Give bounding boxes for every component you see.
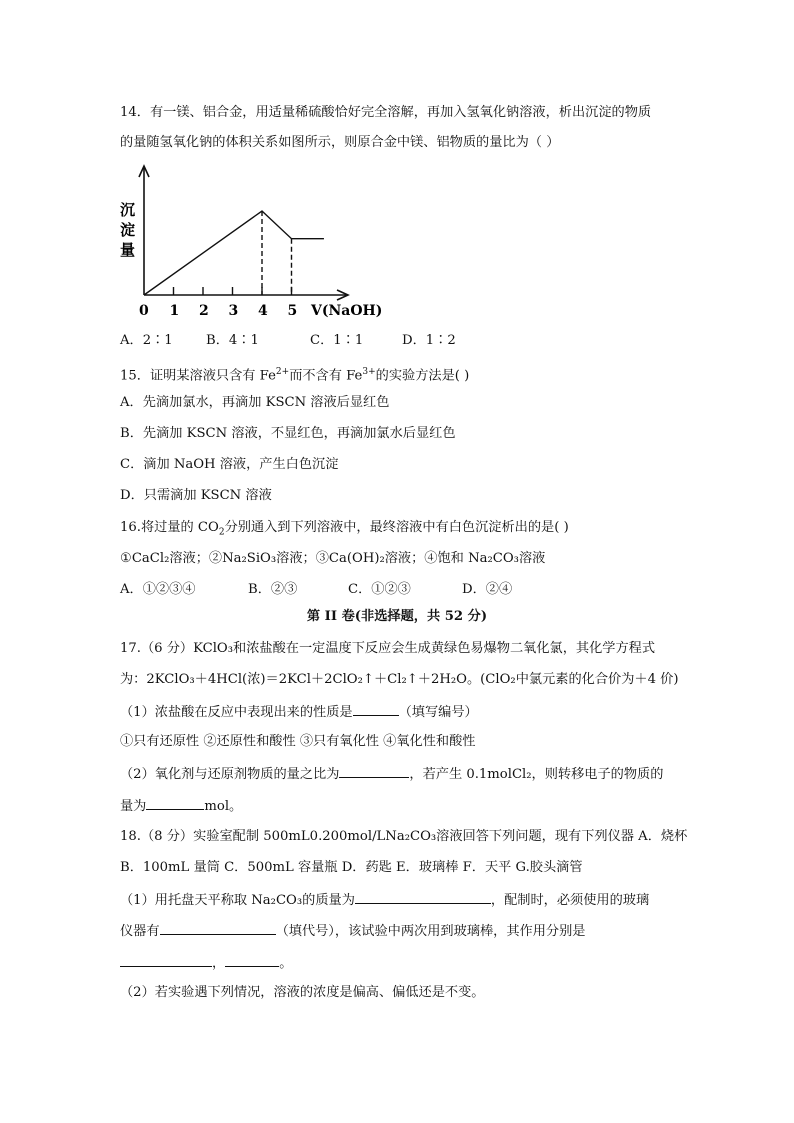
y-axis-label-char: 沉 [120, 201, 136, 219]
q18-sub2: （2）若实验遇下列情况，溶液的浓度是偏高、偏低还是不变。 [120, 985, 485, 1000]
q15-option-a[interactable]: A．先滴加氯水，再滴加 KSCN 溶液后显红色 [120, 395, 390, 410]
q16-option-c[interactable]: C．①②③ [348, 582, 411, 597]
q17-stem-line1: 17.（6 分）KClO₃和浓盐酸在一定温度下反应会生成黄绿色易爆物二氧化氯，其化学方程式 [120, 641, 656, 656]
q16-option-a[interactable]: A．①②③④ [120, 582, 196, 597]
q16-stem [120, 518, 569, 543]
q18-stem-line1: 18.（8 分）实验室配制 500mL0.200mol/LNa₂CO₃溶液回答下列问题，现有下列仪器 A．烧杯 [120, 829, 688, 844]
q16-stem-post: 分别通入到下列溶液中，最终溶液中有白色沉淀析出的是( ) [224, 520, 569, 535]
q17-sub2-line2-post: mol。 [204, 799, 243, 814]
q18-mass-blank[interactable] [355, 889, 491, 904]
q14-option-c[interactable]: C．1∶1 [310, 333, 364, 348]
y-axis-label-char: 量 [120, 241, 136, 259]
q15-stem-text: 15．证明某溶液只含有 Fe [120, 368, 276, 384]
q17-sub1-options: ①只有还原性 ②还原性和酸性 ③只有氧化性 ④氧化性和酸性 [120, 734, 476, 749]
q15-option-b[interactable]: B．先滴加 KSCN 溶液，不显红色，再滴加氯水后显红色 [120, 426, 456, 441]
q18-sub1-post: ，配制时，必须使用的玻璃 [490, 893, 650, 908]
q18-sub1-line2-post: （填代号），该试验中两次用到玻璃棒，其作用分别是 [275, 924, 586, 939]
origin-label: 0 [139, 303, 149, 319]
x-tick-label: 3 [228, 303, 239, 319]
q15-stem-post: 的实验方法是( ) [375, 368, 470, 384]
q17-sub2 [120, 763, 663, 785]
q15-option-d[interactable]: D．只需滴加 KSCN 溶液 [120, 488, 272, 503]
q18-sub1 [120, 889, 649, 911]
q16-stem-text: 16.将过量的 CO [120, 520, 219, 535]
q18-rod-use-2-blank[interactable] [225, 952, 279, 967]
q17-sub1 [120, 701, 478, 723]
q17-sub2-post: ，若产生 0.1molCl₂，则转移电子的物质的 [409, 767, 664, 782]
x-axis-label: V(NaOH) [311, 303, 383, 319]
q17-sub2-electron-blank[interactable] [146, 795, 204, 810]
q17-sub2-text: （2）氧化剂与还原剂物质的量之比为 [120, 767, 340, 782]
x-tick-label: 1 [169, 303, 180, 319]
y-axis-label-char: 淀 [120, 221, 136, 239]
q17-sub2-line2 [120, 795, 242, 817]
q16-sub: 2 [218, 527, 225, 538]
q18-sub1-line2-text: 仪器有 [120, 924, 160, 939]
q18-sub1-line3 [120, 952, 292, 974]
x-tick-label: 4 [258, 303, 268, 319]
q16-option-d[interactable]: D．②④ [462, 582, 513, 597]
q16-items: ①CaCl₂溶液；②Na₂SiO₃溶液；③Ca(OH)₂溶液；④饱和 Na₂CO₃溶液 [120, 551, 546, 566]
x-tick-label: 2 [199, 303, 209, 319]
q17-sub2-line2-text: 量为 [120, 799, 147, 814]
q17-sub1-post: （填写编号） [398, 705, 478, 720]
q14-chart [118, 163, 388, 325]
q15-stem-mid: 而不含有 Fe [289, 368, 363, 384]
q17-sub1-answer-blank[interactable] [353, 701, 399, 716]
q14-option-a[interactable]: A．2∶1 [120, 333, 173, 348]
q17-sub2-ratio-blank[interactable] [339, 763, 409, 778]
series-line [144, 211, 324, 295]
q18-stem-line2: B．100mL 量筒 C．500mL 容量瓶 D．药匙 E．玻璃棒 F．天平 G.胶头滴管 [120, 860, 583, 875]
q15-sup1: 2+ [275, 367, 290, 377]
q16-option-b[interactable]: B．②③ [248, 582, 298, 597]
q18-sub1-line2 [120, 920, 585, 942]
q18-sub1-end: 。 [279, 956, 293, 971]
q14-options [120, 331, 456, 351]
q15-stem [120, 362, 469, 386]
q14-option-d[interactable]: D．1∶2 [402, 333, 456, 348]
q15-option-c[interactable]: C．滴加 NaOH 溶液，产生白色沉淀 [120, 457, 339, 472]
q18-rod-use-1-blank[interactable] [120, 952, 212, 967]
q14-stem-line2: 的量随氢氧化钠的体积关系如图所示，则原合金中镁、铝物质的量比为（ ） [120, 135, 560, 150]
q14-option-b[interactable]: B．4∶1 [206, 333, 259, 348]
q17-stem-line2: 为：2KClO₃＋4HCl(浓)＝2KCl＋2ClO₂↑＋Cl₂↑＋2H₂O。(ClO₂中氯元素的化合价为＋4 价) [120, 672, 679, 687]
q18-sub1-sep: ， [212, 956, 226, 971]
q15-sup2: 3+ [362, 367, 376, 377]
q18-sub1-text: （1）用托盘天平称取 Na₂CO₃的质量为 [120, 893, 355, 908]
q17-sub1-text: （1）浓盐酸在反应中表现出来的性质是 [120, 705, 353, 720]
q18-instruments-blank[interactable] [160, 920, 276, 935]
q14-stem-line1: 14．有一镁、铝合金，用适量稀硫酸恰好完全溶解，再加入氢氧化钠溶液，析出沉淀的物质 [120, 105, 652, 120]
section-2-title: 第 II 卷(非选择题，共 52 分) [306, 609, 488, 624]
q16-options [120, 580, 512, 600]
x-tick-label: 5 [287, 303, 298, 319]
